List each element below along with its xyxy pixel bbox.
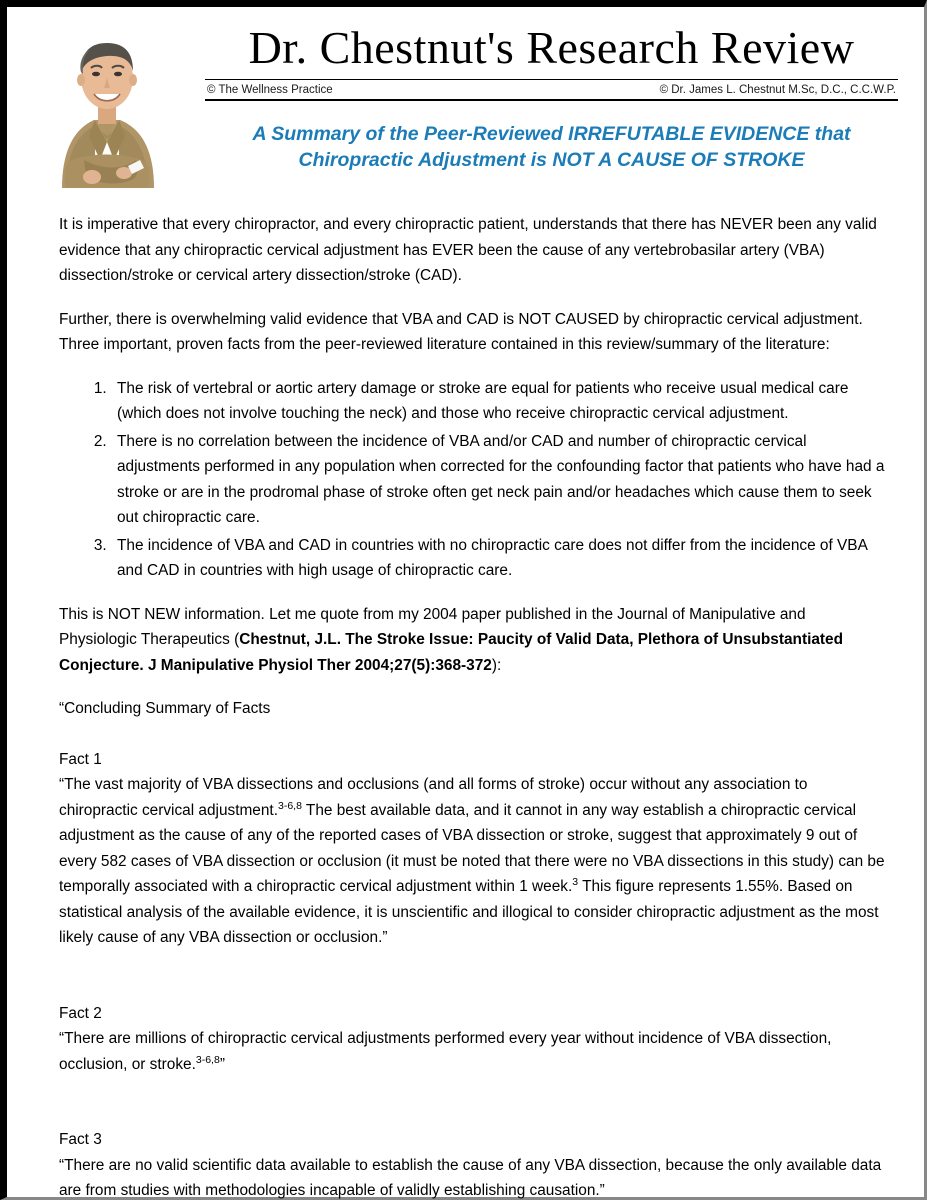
fact-2-superscript-1: 3-6,8: [195, 1053, 220, 1066]
document-header: [7, 7, 924, 192]
quote-spacer-2b: [59, 976, 886, 1001]
header-rule-bottom: [205, 99, 898, 101]
fact-1-text-part-3: This figure represents 1.55%. Based on statistical analysis of the available evidence, it is unscientific and illogical to consider chiropractic adjustment as the most likely cause of any VBA dissection or occlusion.”: [59, 878, 879, 946]
header-byline: [197, 80, 906, 99]
fact-3-text: “There are no valid scientific data available to establish the cause of any VBA dissection, because the only available data are from studies with methodologies incapable of validly establishing causation.”: [59, 1156, 882, 1199]
byline-right-copyright: © Dr. James L. Chestnut M.Sc, D.C., C.C.W.P.: [659, 84, 896, 96]
citation-outro-text: ):: [491, 656, 502, 674]
numbered-fact-list: [59, 376, 886, 584]
quote-heading: “Concluding Summary of Facts: [59, 700, 271, 717]
byline-left-copyright: © The Wellness Practice: [207, 84, 333, 96]
fact-2-label: Fact 2: [59, 1004, 102, 1022]
intro-paragraph-2: Further, there is overwhelming valid evidence that VBA and CAD is NOT CAUSED by chiropractic cervical adjustment. Three important, proven facts from the peer-reviewed literature contained in this review/summary of the literature:: [59, 310, 863, 353]
fact-1-text: [59, 772, 886, 951]
quote-spacer-3: [59, 1077, 886, 1102]
intro-paragraph-1: It is imperative that every chiropractor, and every chiropractic patient, understands that there has NEVER been any valid evidence that any chiropractic cervical adjustment has EVER been the cause of any vertebrobasilar artery (VBA) dissection/stroke or cervical artery dissection/stroke (CAD).: [59, 216, 877, 284]
page-title: Dr. Chestnut's Research Review: [248, 22, 855, 73]
quoted-summary-block: [59, 696, 886, 1204]
quote-spacer-2: [59, 951, 886, 976]
fact-1-text-part-1: “The vast majority of VBA dissections and occlusions (and all forms of stroke) occur without any association to chiropractic cervical adjustment.: [59, 776, 808, 819]
quote-spacer-1: [59, 722, 886, 747]
fact-1-superscript-1: 3-6,8: [277, 799, 302, 812]
subtitle-line-1: A Summary of the Peer-Reviewed IRREFUTABLE EVIDENCE that: [252, 123, 851, 145]
document-body: [59, 212, 886, 1204]
list-item: 2. There is no correlation between the incidence of VBA and/or CAD and number of chiropractic cervical adjustments performed in any population when corrected for the confounding factor that patients who have had a stroke or are in the prodromal phase of stroke often get neck pain and/or headaches which cause them to seek out chiropractic care.: [111, 429, 886, 531]
list-item: 3. The incidence of VBA and CAD in countries with no chiropractic care does not differ from the incidence of VBA and CAD in countries with high usage of chiropractic care.: [111, 533, 886, 584]
quote-spacer-3b: [59, 1102, 886, 1127]
page-content-area: [7, 7, 924, 1197]
list-item: 1. The risk of vertebral or aortic artery damage or stroke are equal for patients who receive usual medical care (which does not involve touching the neck) and those who receive chiropractic cervical adjustment.: [111, 376, 886, 427]
author-portrait-photo: [32, 10, 182, 188]
fact-1-label: Fact 1: [59, 750, 102, 768]
masthead: [197, 7, 906, 173]
citation-paragraph: [59, 602, 886, 679]
fact-1-text-part-2: The best available data, and it cannot in any way establish a chiropractic cervical adjustment as the cause of any of the reported cases of VBA dissection or stroke, suggest that approximately 9 out of every 582 cases of VBA dissection or occlusion (it must be noted that there were no VBA dissections in this study) can be temporally associated with a chiropractic cervical adjustment within 1 week.: [59, 801, 885, 895]
fact-2-text-part-1: “There are millions of chiropractic cervical adjustments performed every year without incidence of VBA dissection, occlusion, or stroke.: [59, 1030, 832, 1073]
fact-3-label: Fact 3: [59, 1131, 102, 1148]
fact-2-text-part-2: ”: [219, 1055, 225, 1073]
document-subtitle: [203, 121, 900, 173]
fact-2-text: [59, 1026, 886, 1077]
subtitle-line-2: Chiropractic Adjustment is NOT A CAUSE OF STROKE: [298, 149, 805, 171]
fact-1-superscript-2: 3: [572, 875, 579, 888]
citation-intro-text: This is NOT NEW information. Let me quote from my 2004 paper published in the Journal of Manipulative and Physiologic Therapeutics (: [59, 605, 806, 648]
citation-reference-bold: Chestnut, J.L. The Stroke Issue: Paucity of Valid Data, Plethora of Unsubstantiated Conjecture. J Manipulative Physiol Ther 2004;27(5):368-372: [59, 631, 843, 674]
